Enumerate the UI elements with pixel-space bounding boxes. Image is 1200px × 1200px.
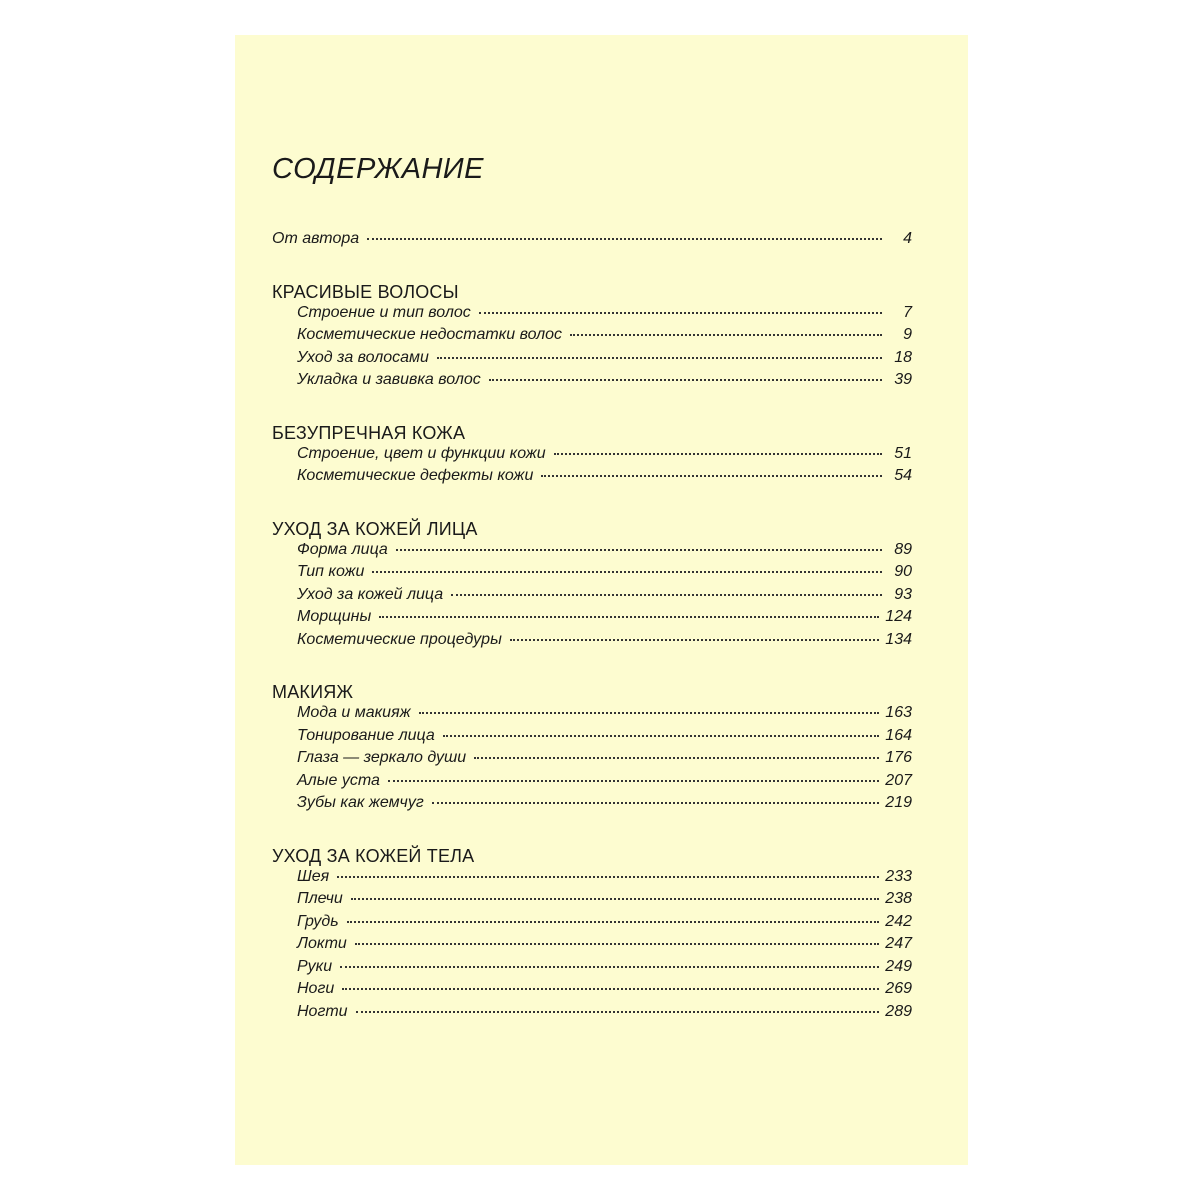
toc-entry-label: Морщины <box>297 608 372 625</box>
toc-entry-label: Ногти <box>297 1002 348 1020</box>
toc-entry[interactable] <box>272 890 912 913</box>
toc-entry-label: Руки <box>297 957 333 975</box>
toc-entry-label: Строение и тип волос <box>297 303 471 321</box>
toc-entry-label: Тип кожи <box>297 563 365 580</box>
toc-entry[interactable] <box>272 704 912 727</box>
toc-entry-label: Ноги <box>297 980 335 997</box>
toc-entry-label: Шея <box>297 867 330 885</box>
toc-entry-intro[interactable] <box>272 230 912 253</box>
toc-entry[interactable] <box>272 980 912 1003</box>
toc-entry[interactable] <box>272 868 912 891</box>
toc-entry-page: 219 <box>885 794 912 811</box>
toc-entry-label: Форма лица <box>297 540 388 558</box>
toc-entry-label: Косметические процедуры <box>297 630 502 648</box>
toc-entry-page: 90 <box>894 563 912 580</box>
toc-entry-label: Плечи <box>297 890 343 907</box>
page-title: СОДЕРЖАНИЕ <box>272 153 484 185</box>
table-of-contents <box>272 230 912 1025</box>
toc-entry[interactable] <box>272 608 912 631</box>
toc-entry[interactable] <box>272 541 912 564</box>
toc-entry[interactable] <box>272 445 912 468</box>
toc-entry-label: Строение, цвет и функции кожи <box>297 444 546 462</box>
toc-entry[interactable] <box>272 794 912 817</box>
dot-leader <box>432 802 880 804</box>
dot-leader <box>489 379 882 381</box>
toc-entry[interactable] <box>272 586 912 609</box>
book-page <box>235 35 968 1165</box>
section-heading: УХОД ЗА КОЖЕЙ ЛИЦА <box>272 518 478 539</box>
dot-leader <box>372 571 882 573</box>
dot-leader <box>554 453 882 455</box>
section-heading: БЕЗУПРЕЧНАЯ КОЖА <box>272 422 466 443</box>
toc-entry-page: 207 <box>885 771 912 789</box>
toc-entry-label: Грудь <box>297 912 339 930</box>
toc-entry-page: 242 <box>885 912 912 930</box>
toc-entry-label: Косметические дефекты кожи <box>297 467 534 484</box>
toc-entry-label: Мода и макияж <box>297 704 411 721</box>
toc-section <box>272 517 912 654</box>
toc-entry-page: 124 <box>885 608 912 625</box>
toc-section <box>272 421 912 490</box>
toc-entry-label: Глаза — зеркало души <box>297 749 467 766</box>
dot-leader <box>451 594 882 596</box>
section-heading: КРАСИВЫЕ ВОЛОСЫ <box>272 281 459 302</box>
toc-entry[interactable] <box>272 563 912 586</box>
toc-entry-page: 54 <box>894 467 912 484</box>
toc-entry-page: 39 <box>894 371 912 388</box>
dot-leader <box>479 312 882 314</box>
toc-entry-page: 4 <box>903 230 912 247</box>
toc-entry-label: Укладка и завивка волос <box>297 371 481 388</box>
toc-entry-page: 233 <box>885 867 912 885</box>
toc-entry[interactable] <box>272 958 912 981</box>
dot-leader <box>356 1011 880 1013</box>
toc-entry[interactable] <box>272 349 912 372</box>
toc-entry-label: Алые уста <box>297 771 380 789</box>
toc-entry-label: Косметические недостатки волос <box>297 326 563 343</box>
dot-leader <box>474 757 879 759</box>
toc-entry-page: 93 <box>894 585 912 603</box>
dot-leader <box>347 921 880 923</box>
dot-leader <box>396 549 882 551</box>
dot-leader <box>355 943 879 945</box>
dot-leader <box>443 735 880 737</box>
toc-entry-page: 238 <box>885 890 912 907</box>
toc-entry-page: 51 <box>894 444 912 462</box>
toc-entry[interactable] <box>272 371 912 394</box>
toc-entry-page: 176 <box>885 749 912 766</box>
toc-entry-page: 164 <box>885 726 912 744</box>
toc-entry-page: 247 <box>885 935 912 952</box>
toc-entry-page: 9 <box>903 326 912 343</box>
dot-leader <box>337 876 879 878</box>
toc-section <box>272 680 912 817</box>
dot-leader <box>379 616 879 618</box>
dot-leader <box>351 898 880 900</box>
toc-entry-label: Уход за волосами <box>297 348 429 366</box>
toc-entry[interactable] <box>272 935 912 958</box>
section-heading: УХОД ЗА КОЖЕЙ ТЕЛА <box>272 845 475 866</box>
dot-leader <box>437 357 882 359</box>
toc-entry[interactable] <box>272 913 912 936</box>
dot-leader <box>388 780 879 782</box>
toc-entry-page: 7 <box>903 303 912 321</box>
toc-section <box>272 280 912 394</box>
toc-entry[interactable] <box>272 727 912 750</box>
toc-entry[interactable] <box>272 467 912 490</box>
toc-entry[interactable] <box>272 326 912 349</box>
toc-entry[interactable] <box>272 749 912 772</box>
toc-section <box>272 844 912 1026</box>
dot-leader <box>367 238 882 240</box>
toc-entry-page: 89 <box>894 540 912 558</box>
section-heading: МАКИЯЖ <box>272 682 354 702</box>
dot-leader <box>340 966 879 968</box>
toc-entry[interactable] <box>272 304 912 327</box>
dot-leader <box>510 639 879 641</box>
dot-leader <box>419 712 880 714</box>
toc-entry-page: 289 <box>885 1002 912 1020</box>
toc-entry-label: Уход за кожей лица <box>297 585 444 603</box>
toc-entry-page: 249 <box>885 957 912 975</box>
toc-entry-label: От автора <box>272 230 360 247</box>
toc-entry-page: 134 <box>885 630 912 648</box>
toc-entry-page: 163 <box>885 704 912 721</box>
toc-entry-label: Тонирование лица <box>297 726 435 744</box>
toc-entry-page: 18 <box>894 348 912 366</box>
dot-leader <box>570 334 882 336</box>
dot-leader <box>342 988 879 990</box>
toc-entry[interactable] <box>272 772 912 795</box>
toc-entry[interactable] <box>272 1003 912 1026</box>
toc-entry-label: Локти <box>297 935 347 952</box>
dot-leader <box>541 475 882 477</box>
toc-entry-page: 269 <box>885 980 912 997</box>
toc-entry[interactable] <box>272 631 912 654</box>
toc-entry-label: Зубы как жемчуг <box>297 794 424 811</box>
